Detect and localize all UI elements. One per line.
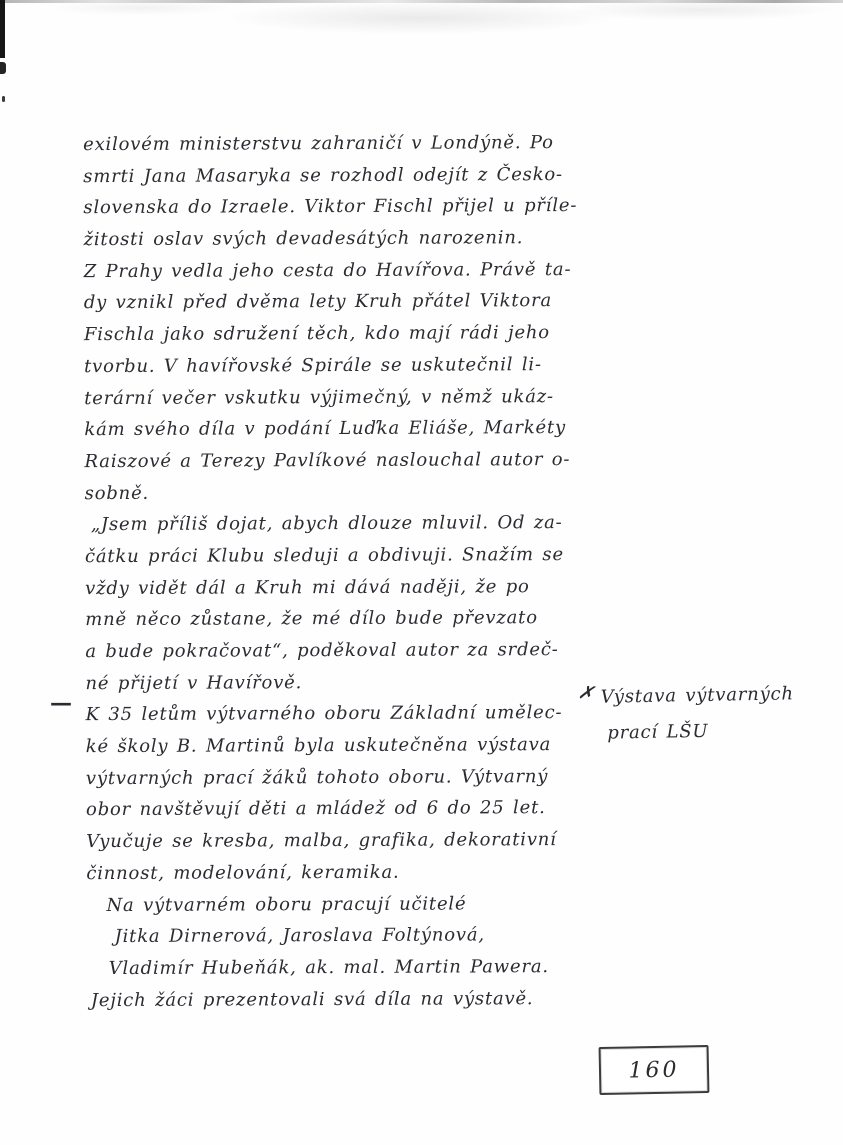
scan-top-edge-artifact xyxy=(0,0,843,3)
handwritten-line: žitosti oslav svých devadesátých narozenin. xyxy=(83,227,524,251)
handwritten-line: Jejich žáci prezentovali svá díla na výstavě. xyxy=(90,987,534,1011)
handwritten-text-block xyxy=(83,127,607,1017)
handwritten-line: dy vznikl před dvěma lety Kruh přátel Viktora xyxy=(83,290,553,314)
handwritten-line: vždy vidět dál a Kruh mi dává naději, že po xyxy=(85,575,530,599)
handwritten-line: K 35 letům výtvarného oboru Základní umělec- xyxy=(85,702,563,726)
margin-note-line: Výstava výtvarných xyxy=(600,683,795,708)
handwritten-line: Raiszové a Terezy Pavlíkové naslouchal autor o- xyxy=(84,448,571,473)
handwritten-line: ké školy B. Martinů byla uskutečněna výstava xyxy=(85,734,552,758)
handwritten-line: obor navštěvují děti a mládež od 6 do 25 let. xyxy=(85,797,546,821)
handwritten-line: Fischla jako sdružení těch, kdo mají rádi jeho xyxy=(83,322,550,346)
margin-dash: — xyxy=(50,690,72,716)
handwritten-line: slovenska do Izraele. Viktor Fischl přijel u příle- xyxy=(83,195,578,219)
margin-note xyxy=(600,676,794,751)
handwritten-line: výtvarných prací žáků tohoto oboru. Výtvarný xyxy=(85,765,549,789)
handwritten-line: čátku práci Klubu sleduji a obdivuji. Snažím se xyxy=(84,543,564,568)
handwritten-line: terární večer vskutku výjimečný, v němž ukáz- xyxy=(84,385,554,409)
handwritten-line: smrti Jana Masaryka se rozhodl odejít z Česko- xyxy=(83,163,563,187)
handwritten-line: sobně. xyxy=(84,482,150,504)
handwritten-line: mně něco zůstane, že mé dílo bude převzato xyxy=(85,607,538,631)
handwritten-line: tvorbu. V havířovské Spirále se uskutečnil li- xyxy=(84,353,542,377)
handwritten-line: Na výtvarném oboru pracují učitelé xyxy=(106,892,467,916)
handwritten-line: a bude pokračovat“, poděkoval autor za srdeč- xyxy=(85,639,559,663)
scan-left-blob-artifact xyxy=(0,62,6,74)
handwritten-line: Vladimír Hubeňák, ak. mal. Martin Pawera. xyxy=(108,955,549,979)
handwritten-line: Jitka Dirnerová, Jaroslava Foltýnová, xyxy=(114,924,485,948)
page-number-box xyxy=(599,1045,710,1095)
scan-left-speck-artifact xyxy=(2,96,5,102)
handwritten-line: „Jsem příliš dojat, abych dlouze mluvil. Od za- xyxy=(90,512,563,536)
scan-left-edge-artifact xyxy=(0,0,5,58)
handwritten-line: né přijetí v Havířově. xyxy=(85,671,303,694)
handwritten-line: Z Prahy vedla jeho cesta do Havířova. Právě ta- xyxy=(83,258,572,282)
margin-note-line: prací LŠU xyxy=(607,720,709,744)
handwritten-line: Vyučuje se kresba, malba, grafika, dekorativní xyxy=(86,829,557,853)
handwritten-line: exilovém ministerstvu zahraničí v Londýně. Po xyxy=(83,132,554,156)
handwritten-line: činnost, modelování, keramika. xyxy=(86,861,400,884)
x-mark-icon: ✗ xyxy=(576,680,597,706)
page-number: 160 xyxy=(628,1057,680,1083)
handwritten-line: kám svého díla v podání Luďka Eliáše, Markéty xyxy=(84,417,566,441)
